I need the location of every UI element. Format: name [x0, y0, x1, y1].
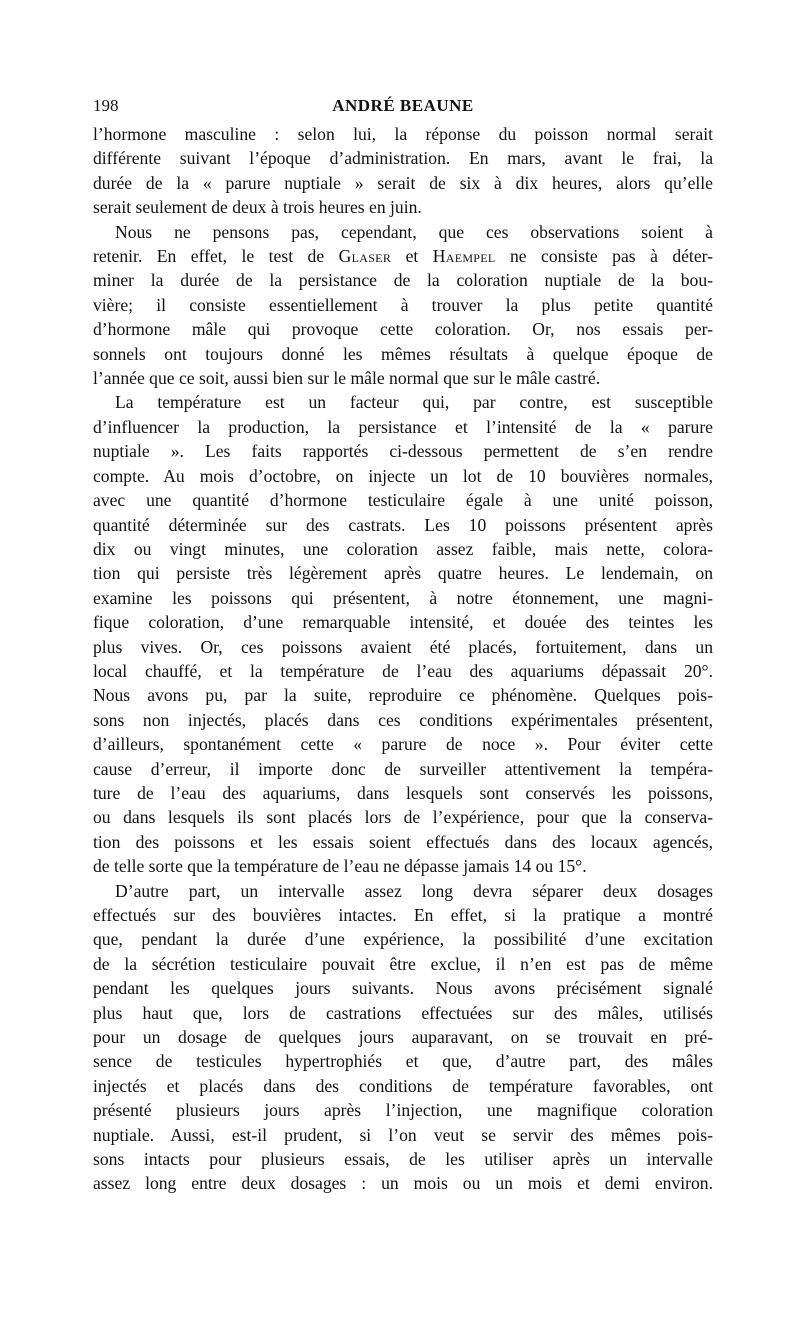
text-line: Nous avons pu, par la suite, reproduire ce phénomène. Quelques pois-	[93, 685, 713, 706]
text-line: présenté plusieurs jours après l’injection, une magnifique coloration	[93, 1100, 713, 1121]
text-line: d’hormone mâle qui provoque cette coloration. Or, nos essais per-	[93, 319, 713, 340]
text-line: plus haut que, lors de castrations effectuées sur des mâles, utilisés	[93, 1002, 713, 1023]
book-page	[93, 92, 713, 1196]
text-line: l’année que ce soit, aussi bien sur le mâle normal que sur le mâle castré.	[93, 368, 601, 389]
text-line: que, pendant la durée d’une expérience, la possibilité d’une excitation	[93, 929, 713, 950]
text-line: examine les poissons qui présentent, à notre étonnement, une magni-	[93, 587, 713, 608]
page-body	[93, 122, 713, 1196]
author-name: Glaser	[338, 246, 392, 267]
text-line: l’hormone masculine : selon lui, la réponse du poisson normal serait	[93, 124, 713, 144]
text-line: sons non injectés, placés dans ces conditions expérimentales présentent,	[93, 709, 713, 730]
text-line: La température est un facteur qui, par contre, est susceptible	[115, 392, 713, 413]
text-line: assez long entre deux dosages : un mois ou un mois et demi environ.	[93, 1173, 713, 1194]
text-line: D’autre part, un intervalle assez long devra séparer deux dosages	[115, 880, 713, 901]
text-segment: ne consiste pas à déter-	[510, 246, 713, 267]
text-line: fique coloration, d’une remarquable intensité, et douée des teintes les	[93, 612, 713, 633]
paragraph-2	[93, 220, 713, 391]
text-line: miner la durée de la persistance de la coloration nuptiale de la bou-	[93, 270, 713, 291]
text-line	[93, 244, 713, 268]
text-segment: et	[405, 246, 419, 267]
running-title: ANDRÉ BEAUNE	[332, 96, 474, 115]
page-number: 198	[93, 96, 119, 115]
text-line: ou dans lesquels ils sont placés lors de l’expérience, pour que la conserva-	[93, 807, 713, 828]
author-name: Haempel	[432, 246, 496, 267]
text-line: nuptiale ». Les faits rapportés ci-dessous permettent de s’en rendre	[93, 441, 713, 462]
text-segment: retenir. En effet, le test de	[93, 246, 325, 267]
text-line: d’influencer la production, la persistance et l’intensité de la « parure	[93, 416, 713, 437]
text-line: serait seulement de deux à trois heures en juin.	[93, 197, 422, 218]
text-line: pendant les quelques jours suivants. Nous avons précisément signalé	[93, 978, 713, 999]
text-line: vière; il consiste essentiellement à trouver la plus petite quantité	[93, 294, 713, 315]
text-line: dix ou vingt minutes, une coloration assez faible, mais nette, colora-	[93, 538, 713, 559]
paragraph-3	[93, 390, 713, 878]
text-line: pour un dosage de quelques jours auparavant, on se trouvait en pré-	[93, 1027, 713, 1048]
text-line: durée de la « parure nuptiale » serait de six à dix heures, alors qu’elle	[93, 172, 713, 193]
text-line: différente suivant l’époque d’administration. En mars, avant le frai, la	[93, 148, 713, 169]
text-line: de telle sorte que la température de l’eau ne dépasse jamais 14 ou 15°.	[93, 856, 587, 877]
text-line: de la sécrétion testiculaire pouvait être exclue, il n’en est pas de même	[93, 953, 713, 974]
text-line: sence de testicules hypertrophiés et que, d’autre part, des mâles	[93, 1051, 713, 1072]
text-line: Nous ne pensons pas, cependant, que ces observations soient à	[115, 221, 713, 242]
text-line: sons intacts pour plusieurs essais, de les utiliser après un intervalle	[93, 1149, 713, 1170]
text-line: tion qui persiste très légèrement après quatre heures. Le lendemain, on	[93, 563, 713, 584]
text-line: cause d’erreur, il importe donc de surveiller attentivement la tempéra-	[93, 758, 713, 779]
text-line: compte. Au mois d’octobre, on injecte un lot de 10 bouvières normales,	[93, 465, 713, 486]
text-line: sonnels ont toujours donné les mêmes résultats à quelque époque de	[93, 343, 713, 364]
text-line: avec une quantité d’hormone testiculaire égale à une unité poisson,	[93, 490, 713, 511]
paragraph-4	[93, 879, 713, 1196]
text-line: d’ailleurs, spontanément cette « parure de noce ». Pour éviter cette	[93, 734, 713, 755]
text-line: quantité déterminée sur des castrats. Les 10 poissons présentent après	[93, 514, 713, 535]
text-line: plus vives. Or, ces poissons avaient été placés, fortuitement, dans un	[93, 636, 713, 657]
text-line: local chauffé, et la température de l’eau des aquariums dépassait 20°.	[93, 660, 713, 681]
text-line: effectués sur des bouvières intactes. En effet, si la pratique a montré	[93, 905, 713, 925]
running-head	[93, 92, 713, 122]
text-line: injectés et placés dans des conditions de température favorables, ont	[93, 1075, 713, 1096]
text-line: tion des poissons et les essais soient effectués dans des locaux agencés,	[93, 831, 713, 852]
paragraph-1	[93, 122, 713, 220]
text-line: nuptiale. Aussi, est-il prudent, si l’on veut se servir des mêmes pois-	[93, 1124, 713, 1145]
text-line: ture de l’eau des aquariums, dans lesquels sont conservés les poissons,	[93, 782, 713, 803]
